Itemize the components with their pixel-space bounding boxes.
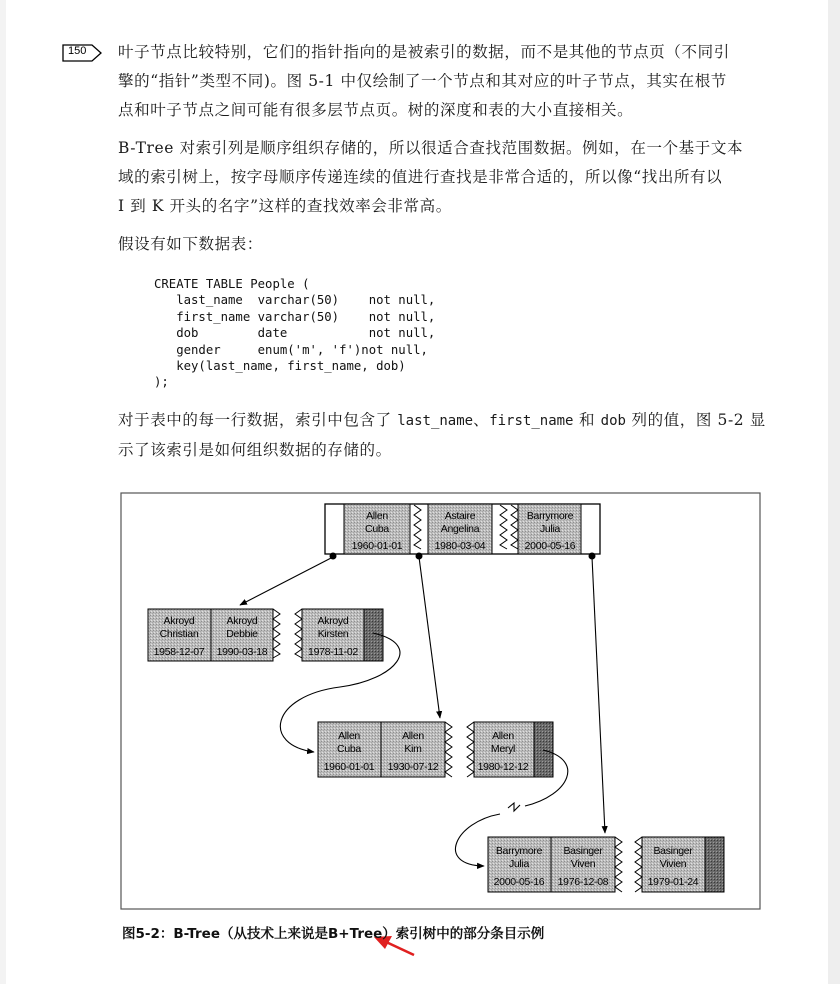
leaf1-1-first: Christian <box>159 628 199 640</box>
root-3-first: Julia <box>539 523 561 535</box>
figure-caption: 图5-2：B-Tree（从技术上来说是B+Tree）索引树中的部分条目示例 <box>122 926 545 942</box>
leaf3-1-last: Barrymore <box>495 845 543 857</box>
leaf1-1-last: Akroyd <box>163 615 195 627</box>
leaf3-2-dob: 1976-12-08 <box>557 876 609 888</box>
p4-line-2: 示了该索引是如何组织数据的存储的。 <box>118 441 392 459</box>
root-node <box>325 504 600 560</box>
leaf2-1-last: Allen <box>338 730 360 742</box>
leaf3-1-first: Julia <box>508 858 530 870</box>
leaf1-3-last: Akroyd <box>317 615 349 627</box>
leaf-node-1 <box>148 609 383 661</box>
leaf3-1-dob: 2000-05-16 <box>493 876 545 888</box>
leaf3-3-first: Vivien <box>659 858 687 870</box>
p4-sep-1: 、 <box>473 411 490 429</box>
leaf2-3-dob: 1980-12-12 <box>477 761 529 773</box>
root-2-last: Astaire <box>444 510 476 522</box>
root-1-first: Cuba <box>365 523 389 535</box>
root-1-dob: 1960-01-01 <box>351 540 403 552</box>
root-2-first: Angelina <box>440 523 480 535</box>
root-1-last: Allen <box>366 510 388 522</box>
page-number: 150 <box>68 45 87 57</box>
leaf1-2-dob: 1990-03-18 <box>216 646 268 658</box>
leaf1-2-first: Debbie <box>226 628 258 640</box>
p2-line-2: 域的索引树上，按字母顺序传递连续的值进行查找是非常合适的，所以像“找出所有以 <box>118 168 723 186</box>
p2-line-1: B-Tree 对索引列是顺序组织存储的，所以很适合查找范围数据。例如，在一个基于文本 <box>118 139 744 157</box>
leaf2-1-dob: 1960-01-01 <box>323 761 375 773</box>
p4-col-last-name: last_name <box>397 413 474 429</box>
leaf1-3-dob: 1978-11-02 <box>308 646 358 658</box>
leaf2-2-first: Kim <box>404 743 422 755</box>
leaf2-2-dob: 1930-07-12 <box>387 761 439 773</box>
p4-text-b: 列的值，图 5-2 显 <box>625 411 766 429</box>
leaf3-2-first: Viven <box>570 858 596 870</box>
paragraph-3: 假设有如下数据表： <box>118 235 263 253</box>
leaf3-3-last: Basinger <box>653 845 693 857</box>
p1-line-2: 擎的“指针”类型不同)。图 5-1 中仅绘制了一个节点和其对应的叶子节点，其实在根节 <box>118 72 727 90</box>
leaf2-3-last: Allen <box>492 730 514 742</box>
leaf3-3-dob: 1979-01-24 <box>647 876 699 888</box>
leaf1-3-first: Kirsten <box>317 628 349 640</box>
code-block: CREATE TABLE People ( last_name varchar(50) not null, first_name varchar(50) not null, dob date not null, gender enum('m', 'f')not null, key(last_name, first_name, dob) ); <box>154 277 436 390</box>
p2-line-3: I 到 K 开头的名字”这样的查找效率会非常高。 <box>118 197 452 215</box>
p4-text-a: 对于表中的每一行数据，索引中包含了 <box>118 411 398 429</box>
p4-col-dob: dob <box>600 413 626 429</box>
root-3-dob: 2000-05-16 <box>524 540 576 552</box>
leaf-node-2 <box>318 722 553 777</box>
leaf3-2-last: Basinger <box>563 845 603 857</box>
p4-sep-2: 和 <box>573 411 601 429</box>
leaf2-1-first: Cuba <box>337 743 361 755</box>
leaf1-1-dob: 1958-12-07 <box>153 646 205 658</box>
leaf1-2-last: Akroyd <box>226 615 258 627</box>
leaf2-next-pointer-cell <box>534 722 553 777</box>
root-3-last: Barrymore <box>526 510 574 522</box>
leaf-node-3 <box>488 837 724 892</box>
p1-line-1: 叶子节点比较特别，它们的指针指向的是被索引的数据，而不是其他的节点页（不同引 <box>118 43 730 61</box>
p1-line-3: 点和叶子节点之间可能有很多层节点页。树的深度和表的大小直接相关。 <box>118 101 634 119</box>
p4-col-first-name: first_name <box>489 413 574 429</box>
leaf3-next-pointer-cell <box>705 837 724 892</box>
leaf2-2-last: Allen <box>402 730 424 742</box>
root-2-dob: 1980-03-04 <box>434 540 486 552</box>
leaf2-3-first: Meryl <box>490 743 516 755</box>
